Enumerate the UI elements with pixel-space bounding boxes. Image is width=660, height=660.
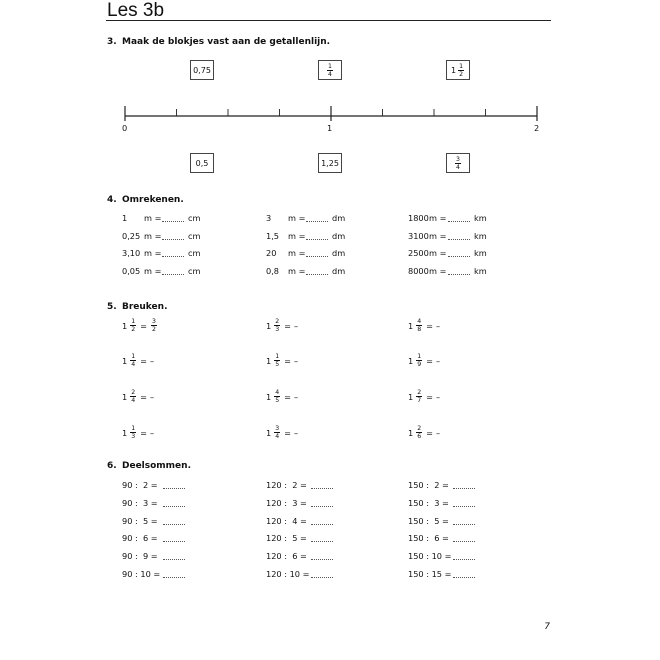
conversion-unit: cm <box>188 213 201 223</box>
equals-sign: = <box>426 391 434 402</box>
division-exercise: 150 : 5 = <box>408 516 449 526</box>
conversion-unit: km <box>474 266 487 276</box>
conversion-value: 2500 <box>408 248 429 258</box>
numerator: 1 <box>459 62 464 70</box>
numerator: 1 <box>131 425 136 432</box>
answer-blank[interactable] <box>453 551 475 560</box>
answer-blank[interactable] <box>306 231 328 240</box>
conversion-unit: km <box>474 213 487 223</box>
conversion-unit: cm <box>188 248 201 258</box>
equals-sign: = <box>140 391 148 402</box>
denominator: 6 <box>417 433 422 440</box>
axis-label-0: 0 <box>122 123 128 133</box>
fraction-exercise <box>122 425 154 440</box>
conversion-value: 3 <box>266 213 272 223</box>
conversion-value: 1,5 <box>266 231 280 241</box>
whole-number: 1 <box>122 320 128 331</box>
axis-label-1: 1 <box>327 123 333 133</box>
whole-number: 1 <box>450 65 457 75</box>
page-title: Les 3b <box>107 0 165 21</box>
answer-blank[interactable] <box>448 248 470 257</box>
answer-blank[interactable] <box>453 533 475 542</box>
division-exercise: 150 : 3 = <box>408 498 449 508</box>
box-value: 0,75 <box>193 65 211 75</box>
fraction-exercise <box>122 318 158 333</box>
division-exercise: 120 : 3 = <box>266 498 307 508</box>
numerator: 4 <box>417 318 422 325</box>
fraction-exercise <box>408 389 440 404</box>
whole-number: 1 <box>408 320 414 331</box>
conversion-m-label: m = <box>288 266 306 276</box>
fraction <box>416 389 422 404</box>
fraction <box>416 318 422 333</box>
answer-blank[interactable] <box>311 533 333 542</box>
fraction <box>274 318 280 333</box>
division-exercise: 90 : 3 = <box>122 498 158 508</box>
answer-blank[interactable] <box>163 533 185 542</box>
fraction-exercise <box>408 318 440 333</box>
conversion-m-label: m = <box>429 266 447 276</box>
equals-sign: = <box>426 355 434 366</box>
denominator: 9 <box>417 361 422 368</box>
conversion-m-label: m = <box>144 266 162 276</box>
division-exercise: 90 : 6 = <box>122 533 158 543</box>
answer-blank[interactable] <box>453 480 475 489</box>
answer-blank[interactable] <box>311 569 333 578</box>
conversion-m-label: m = <box>144 213 162 223</box>
equals-sign: = <box>426 320 434 331</box>
division-exercise: 90 : 9 = <box>122 551 158 561</box>
numerator: 2 <box>275 318 280 325</box>
axis-label-2: 2 <box>534 123 540 133</box>
exercise-4-heading <box>107 195 184 205</box>
equals-sign: = <box>284 427 292 438</box>
answer-blank[interactable] <box>453 516 475 525</box>
equals-sign: = <box>140 355 148 366</box>
answer-blank[interactable] <box>163 498 185 507</box>
fraction <box>274 425 280 440</box>
conversion-unit: dm <box>332 248 346 258</box>
numerator: 1 <box>417 353 422 360</box>
answer-blank[interactable] <box>163 569 185 578</box>
numerator: 3 <box>152 318 156 325</box>
division-exercise: 120 : 2 = <box>266 480 307 490</box>
fraction-exercise <box>266 389 298 404</box>
answer-blank[interactable] <box>448 231 470 240</box>
answer-blank[interactable] <box>163 480 185 489</box>
division-exercise: 120 : 6 = <box>266 551 307 561</box>
answer-blank[interactable] <box>448 266 470 275</box>
division-exercise: 150 : 15 = <box>408 569 452 579</box>
numerator: 3 <box>456 155 460 163</box>
division-exercise: 150 : 6 = <box>408 533 449 543</box>
exercise-4-title: Omrekenen. <box>122 195 184 205</box>
numerator: 1 <box>275 353 280 360</box>
answer-blank[interactable]: – <box>294 355 299 366</box>
conversion-value: 20 <box>266 248 277 258</box>
exercise-3-title: Maak de blokjes vast aan de getallenlijn. <box>122 37 331 47</box>
equals-sign: = <box>284 355 292 366</box>
conversion-unit: dm <box>332 231 346 241</box>
exercise-6-title: Deelsommen. <box>122 461 191 471</box>
answer-blank[interactable]: – <box>294 320 299 331</box>
exercise-6-heading <box>107 461 191 471</box>
numerator: 4 <box>275 389 280 396</box>
denominator: 4 <box>456 163 460 171</box>
answer-blank[interactable]: – <box>150 355 155 366</box>
conversion-m-label: m = <box>144 248 162 258</box>
division-exercise: 90 : 2 = <box>122 480 158 490</box>
denominator: 2 <box>131 326 136 333</box>
box-value: 1,25 <box>321 158 339 168</box>
answer-blank[interactable] <box>311 516 333 525</box>
numerator: 2 <box>131 389 136 396</box>
division-exercise: 120 : 10 = <box>266 569 310 579</box>
fraction <box>274 389 280 404</box>
answer-blank[interactable]: – <box>294 427 299 438</box>
fraction <box>130 353 136 368</box>
answer-blank[interactable]: – <box>436 320 441 331</box>
division-exercise: 120 : 4 = <box>266 516 307 526</box>
answer-blank[interactable]: – <box>150 391 155 402</box>
number-line-ticks <box>125 106 537 121</box>
fraction-exercise <box>122 353 154 368</box>
conversion-m-label: m = <box>144 231 162 241</box>
whole-number: 1 <box>408 391 414 402</box>
numerator: 2 <box>417 425 422 432</box>
whole-number: 1 <box>266 355 272 366</box>
equals-sign: = <box>284 391 292 402</box>
fraction <box>416 425 422 440</box>
whole-number: 1 <box>408 427 414 438</box>
denominator: 3 <box>275 326 280 333</box>
numerator: 2 <box>417 389 422 396</box>
conversion-m-label: m = <box>288 248 306 258</box>
conversion-value: 0,25 <box>122 231 141 241</box>
box-value: 0,5 <box>195 158 209 168</box>
fraction <box>130 318 136 333</box>
equals-sign: = <box>140 427 148 438</box>
equals-sign: = <box>426 427 434 438</box>
conversion-value: 8000 <box>408 266 429 276</box>
fraction-exercise <box>122 389 154 404</box>
division-exercise: 120 : 5 = <box>266 533 307 543</box>
exercise-4-number: 4. <box>107 195 117 205</box>
conversion-m-label: m = <box>429 231 447 241</box>
numerator: 1 <box>131 353 136 360</box>
conversion-m-label: m = <box>429 248 447 258</box>
fraction-exercise <box>266 425 298 440</box>
whole-number: 1 <box>122 391 128 402</box>
whole-number: 1 <box>266 391 272 402</box>
answer-blank[interactable] <box>163 551 185 560</box>
exercise-5-title: Breuken. <box>122 302 168 312</box>
whole-number: 1 <box>266 320 272 331</box>
answer-blank[interactable] <box>453 498 475 507</box>
conversion-value: 1800 <box>408 213 429 223</box>
whole-number: 1 <box>266 427 272 438</box>
conversion-value: 3100 <box>408 231 429 241</box>
conversion-unit: cm <box>188 231 201 241</box>
answer-blank[interactable] <box>453 569 475 578</box>
answer-blank[interactable] <box>311 498 333 507</box>
answer-blank[interactable] <box>311 551 333 560</box>
conversion-value: 1 <box>122 213 128 223</box>
conversion-unit: dm <box>332 266 346 276</box>
conversion-value: 3,10 <box>122 248 141 258</box>
answer-blank[interactable] <box>162 266 184 275</box>
conversion-unit: dm <box>332 213 346 223</box>
answer-blank[interactable]: – <box>150 427 155 438</box>
division-exercise: 150 : 10 = <box>408 551 452 561</box>
conversion-m-label: m = <box>288 213 306 223</box>
conversion-unit: km <box>474 231 487 241</box>
page-number: 7 <box>544 622 550 632</box>
answer-blank[interactable] <box>448 213 470 222</box>
denominator: 4 <box>131 397 136 404</box>
fraction-exercise <box>408 353 440 368</box>
equals-sign: = <box>140 320 148 331</box>
denominator: 3 <box>131 433 136 440</box>
exercise-3-number: 3. <box>107 37 117 47</box>
whole-number: 1 <box>408 355 414 366</box>
answer-blank[interactable] <box>311 480 333 489</box>
division-exercise: 90 : 5 = <box>122 516 158 526</box>
conversion-unit: cm <box>188 266 201 276</box>
equals-sign: = <box>284 320 292 331</box>
fraction <box>151 318 157 333</box>
conversion-m-label: m = <box>429 213 447 223</box>
fraction-exercise <box>266 353 298 368</box>
exercise-5-number: 5. <box>107 302 117 312</box>
denominator: 2 <box>459 70 464 78</box>
fraction <box>130 389 136 404</box>
division-exercise: 90 : 10 = <box>122 569 161 579</box>
conversion-value: 0,8 <box>266 266 280 276</box>
denominator: 4 <box>328 70 332 78</box>
denominator: 7 <box>417 397 422 404</box>
numerator: 3 <box>275 425 280 432</box>
answer-blank[interactable]: – <box>294 391 299 402</box>
answer-blank[interactable] <box>306 266 328 275</box>
fraction <box>274 353 280 368</box>
conversion-value: 0,05 <box>122 266 141 276</box>
fraction-exercise <box>266 318 298 333</box>
denominator: 5 <box>275 397 280 404</box>
fraction <box>416 353 422 368</box>
division-exercise: 150 : 2 = <box>408 480 449 490</box>
whole-number: 1 <box>122 355 128 366</box>
denominator: 8 <box>417 326 422 333</box>
answer-blank[interactable] <box>162 248 184 257</box>
numerator: 1 <box>328 62 332 70</box>
answer-blank[interactable]: – <box>436 427 441 438</box>
conversion-unit: km <box>474 248 487 258</box>
denominator: 4 <box>275 433 280 440</box>
denominator: 2 <box>152 326 156 333</box>
answer-blank[interactable]: – <box>436 391 441 402</box>
denominator: 5 <box>275 361 280 368</box>
answer-blank[interactable] <box>306 213 328 222</box>
conversion-m-label: m = <box>288 231 306 241</box>
exercise-6-number: 6. <box>107 461 117 471</box>
answer-blank[interactable] <box>306 248 328 257</box>
exercise-5-heading <box>107 302 167 312</box>
answer-blank[interactable] <box>162 231 184 240</box>
answer-blank[interactable] <box>163 516 185 525</box>
answer-blank[interactable]: – <box>436 355 441 366</box>
fraction <box>130 425 136 440</box>
fraction-exercise <box>408 425 440 440</box>
denominator: 4 <box>131 361 136 368</box>
whole-number: 1 <box>122 427 128 438</box>
numerator: 1 <box>131 318 136 325</box>
answer-blank[interactable] <box>162 213 184 222</box>
